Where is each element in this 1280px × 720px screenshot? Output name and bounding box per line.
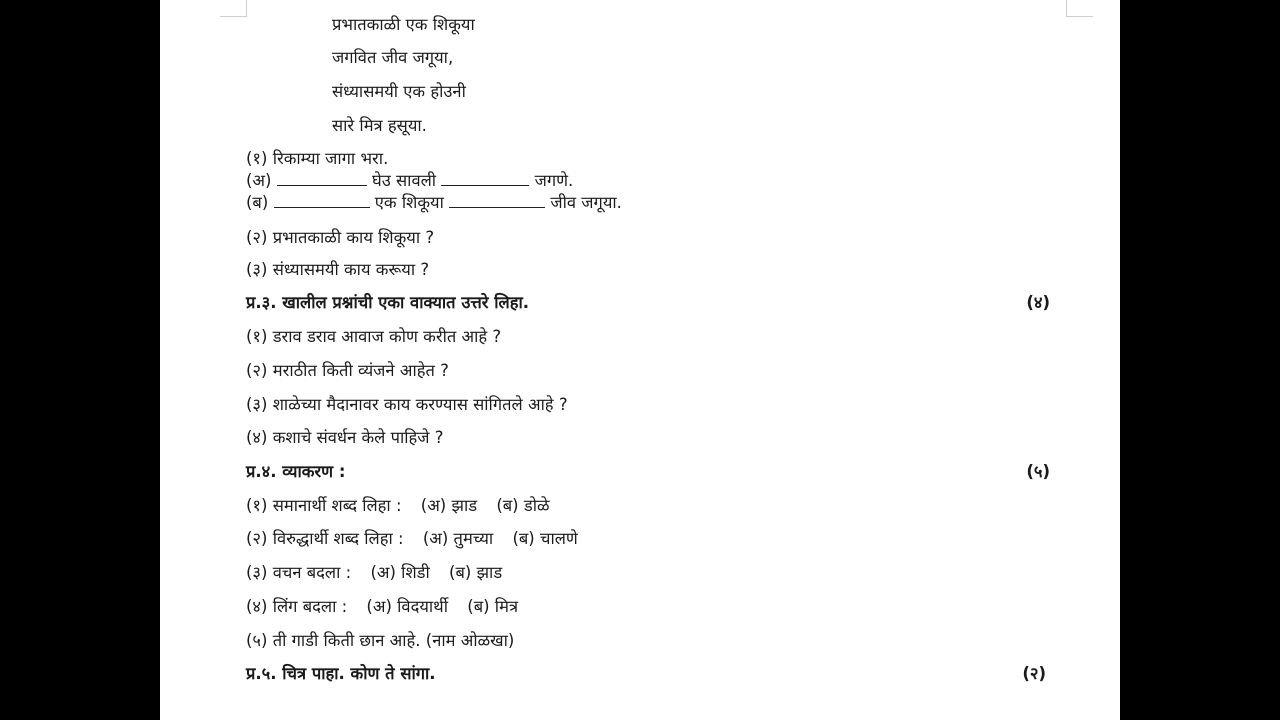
item-option-a: (अ) शिडी: [370, 563, 430, 582]
blank-line: [441, 171, 529, 186]
section3-item: (३) शाळेच्या मैदानावर काय करण्यास सांगितले आहे ?: [246, 395, 568, 414]
q1-a-row: [246, 170, 573, 192]
section4-title: प्र.४. व्याकरण :: [246, 462, 346, 481]
section4-marks: (५): [1026, 462, 1050, 481]
poem-line: सारे मित्र हसूया.: [332, 116, 427, 135]
blank-line: [449, 193, 545, 208]
section3-item: (२) मराठीत किती व्यंजने आहेत ?: [246, 361, 449, 380]
item-text: (१) समानार्थी शब्द लिहा :: [246, 496, 402, 515]
item-option-a: (अ) झाड: [420, 496, 478, 515]
section4-item: [246, 596, 518, 618]
item-text: (३) वचन बदला :: [246, 563, 352, 582]
crop-mark-top-left: [220, 0, 247, 17]
section3-marks: (४): [1026, 293, 1050, 312]
poem-line: प्रभातकाळी एक शिकूया: [332, 15, 475, 34]
poem-line: संध्यासमयी एक होउनी: [332, 82, 466, 101]
item-option-b: (ब) झाड: [449, 563, 503, 582]
q1-b-end: जीव जगूया.: [550, 193, 622, 212]
item-option-a: (अ) विदयार्थी: [366, 597, 449, 616]
q2: (२) प्रभातकाळी काय शिकूया ?: [246, 228, 435, 247]
item-option-b: (ब) चालणे: [512, 529, 578, 548]
poem-line: जगवित जीव जगूया,: [332, 48, 454, 67]
section4-item: [246, 562, 502, 584]
section4-item: [246, 630, 514, 652]
q1-a-mid: घेउ सावली: [371, 171, 437, 190]
q1-title: (१) रिकाम्या जागा भरा.: [246, 149, 389, 168]
item-text: (५) ती गाडी किती छान आहे. (नाम ओळखा): [246, 631, 515, 650]
worksheet-page: [160, 0, 1120, 720]
blank-line: [274, 193, 370, 208]
blank-line: [277, 171, 367, 186]
crop-mark-top-right: [1066, 0, 1093, 17]
q1-b-mid: एक शिकूया: [374, 193, 444, 212]
item-option-b: (ब) डोळे: [496, 496, 550, 515]
item-text: (४) लिंग बदला :: [246, 597, 348, 616]
section3-item: (४) कशाचे संवर्धन केले पाहिजे ?: [246, 428, 444, 447]
q1-b-row: [246, 192, 622, 214]
item-option-a: (अ) तुमच्या: [422, 529, 494, 548]
q1-a-end: जगणे.: [534, 171, 574, 190]
q3: (३) संध्यासमयी काय करूया ?: [246, 260, 430, 279]
section4-item: [246, 528, 578, 550]
section5-marks: (२): [1022, 664, 1046, 683]
q1-b-label: (ब): [246, 193, 269, 212]
section3-item: (१) डराव डराव आवाज कोण करीत आहे ?: [246, 327, 502, 346]
q1-a-label: (अ): [246, 171, 272, 190]
section3-title: प्र.३. खालील प्रश्नांची एका वाक्यात उत्तरे लिहा.: [246, 293, 530, 312]
item-text: (२) विरुद्धार्थी शब्द लिहा :: [246, 529, 404, 548]
item-option-b: (ब) मित्र: [467, 597, 519, 616]
section4-item: [246, 495, 550, 517]
section5-title: प्र.५. चित्र पाहा. कोण ते सांगा.: [246, 664, 436, 683]
